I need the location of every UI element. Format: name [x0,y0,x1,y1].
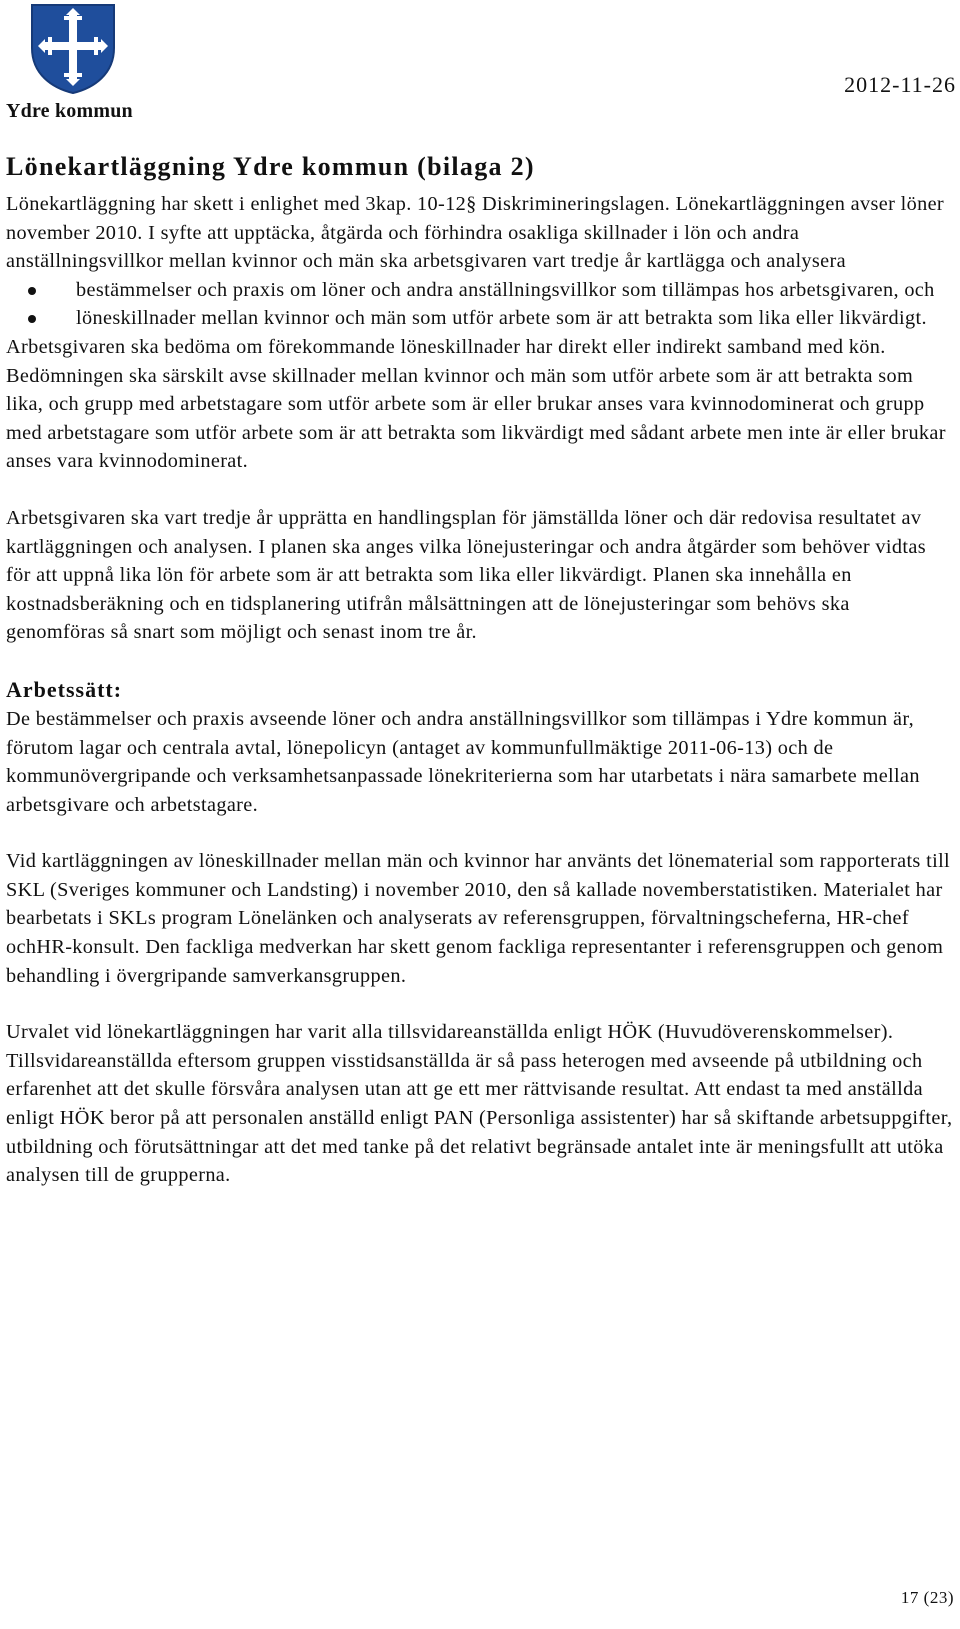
method-heading: Arbetssätt: [6,676,123,702]
list-item [76,276,954,305]
list-item [76,304,954,333]
document-body [6,150,954,1190]
bullet-icon [28,287,36,295]
assessment-paragraph: Arbetsgivaren ska bedöma om förekommande löneskillnader har direkt eller indirekt samband med kön. Bedömningen ska särskilt avse skillnader mellan kvinnor och män som utför arbete som är att betrakta som lika, och grupp med arbetstagare som utför arbete som är eller brukar anses vara kvinnodominerat och grupp med arbetstagare som utför arbete som är att betrakta som likvärdigt med sådant arbete men inte är eller brukar anses vara kvinnodominerat. [6,335,946,473]
org-name: Ydre kommun [6,100,133,122]
selection-paragraph: Urvalet vid lönekartläggningen har varit alla tillsvidareanställda enligt HÖK (Huvudöverenskommelser). Tillsvidareanställda eftersom gruppen visstidsanställda är så pass heterogen med avseende på utbildning och erfarenhet att det skulle försvåra analysen utan att ge ett mer rättvisande resultat. Att endast ta med anställda enligt HÖK beror på att personalen anställd enligt PAN (Personliga assistenter) har så skiftande arbetsuppgifter, utbildning och förutsättningar att det med tanke på det relativt begränsade antalet inte är meningsfullt att utöka analysen till de grupperna. [6,1021,953,1187]
ydre-coat-of-arms-icon [28,2,118,94]
page-header [6,0,956,140]
analysis-list [6,276,954,333]
page-number: 17 (23) [900,1588,954,1607]
list-item-text: bestämmelser och praxis om löner och andra anställningsvillkor som tillämpas hos arbetsgivaren, och [76,278,935,301]
document-date: 2012-11-26 [844,72,956,97]
action-plan-paragraph: Arbetsgivaren ska vart tredje år upprätta en handlingsplan för jämställda löner och där redovisa resultatet av kartläggningen och analysen. I planen ska anges vilka lönejusteringar och andra åtgärder som behöver vidtas för att uppnå lika lön för arbete som är att betrakta som lika eller likvärdigt. Planen ska innehålla en kostnadsberäkning och en tidsplanering utifrån målsättningen att de lönejusteringar som behövs ska genomföras så snart som möjligt och senast inom tre år. [6,506,926,644]
list-item-text: löneskillnader mellan kvinnor och män som utför arbete som är att betrakta som lika eller likvärdigt. [76,307,927,330]
document-title: Lönekartläggning Ydre kommun (bilaga 2) [6,152,535,181]
method-paragraph: De bestämmelser och praxis avseende löner och andra anställningsvillkor som tillämpas i Ydre kommun är, förutom lagar och centrala avtal, lönepolicyn (antaget av kommunfullmäktige 2011-06-13) och de kommunövergripande och verksamhetsanpassade lönekriterierna som har utarbetats i nära samarbete mellan arbetsgivare och arbetstagare. [6,707,920,816]
intro-paragraph: Lönekartläggning har skett i enlighet med 3kap. 10-12§ Diskrimineringslagen. Lönekartläggningen avser löner november 2010. I syfte att upptäcka, åtgärda och förhindra osakliga skillnader i lön och andra anställningsvillkor mellan kvinnor och män ska arbetsgivaren vart tredje år kartlägga och analysera [6,193,945,273]
mapping-paragraph: Vid kartläggningen av löneskillnader mellan män och kvinnor har använts det lönematerial som rapporterats till SKL (Sveriges kommuner och Landsting) i november 2010, den så kallade novemberstatistiken. Materialet har bearbetats i SKLs program Lönelänken och analyserats av referensgruppen, förvaltningscheferna, HR-chef ochHR-konsult. Den fackliga medverkan har skett genom fackliga representanter i referensgruppen och genom behandling i övergripande samverkansgruppen. [6,850,951,987]
bullet-icon [28,315,36,323]
